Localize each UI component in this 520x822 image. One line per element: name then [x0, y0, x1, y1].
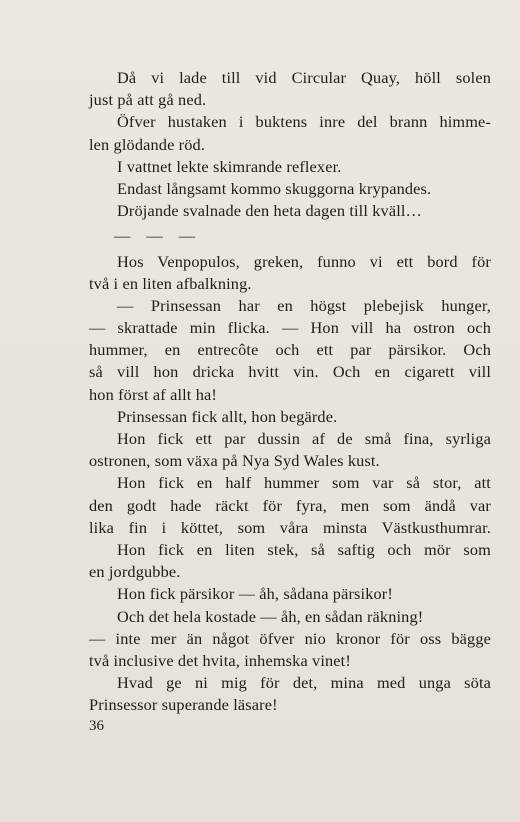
text-line: lika fin i köttet, som våra minsta Västkusthumrar.: [89, 517, 491, 537]
text-line: en jordgubbe.: [89, 562, 181, 582]
text-line: — Prinsessan har en högst plebejisk hunger,: [117, 295, 491, 315]
text-line: Hon fick pärsikor — åh, sådana pärsikor!: [117, 584, 393, 604]
text-line: — inte mer än något öfver nio kronor för oss bägge: [89, 628, 491, 648]
text-line: Prinsessor superande läsare!: [89, 695, 278, 715]
text-line: Hon fick en liten stek, så saftig och mör som: [117, 539, 491, 559]
text-line: Prinsessan fick allt, hon begärde.: [117, 406, 338, 426]
text-line: Endast långsamt kommo skuggorna krypandes.: [117, 178, 432, 198]
text-line: hon först af allt ha!: [89, 384, 217, 404]
text-line: — skrattade min flicka. — Hon vill ha ostron och: [89, 318, 491, 338]
text-line: Öfver hustaken i buktens inre del brann himme-: [117, 112, 491, 132]
text-line: den godt hade räckt för fyra, men som ändå var: [89, 495, 491, 515]
body-text: [89, 67, 491, 716]
text-line: Dröjande svalnade den heta dagen till kväll…: [117, 201, 422, 221]
text-line: I vattnet lekte skimrande reflexer.: [117, 156, 342, 176]
text-line: två inclusive det hvita, inhemska vinet!: [89, 650, 351, 670]
text-line: Hvad ge ni mig för det, mina med unga söta: [117, 673, 491, 693]
text-line: Hos Venpopulos, greken, funno vi ett bord för: [117, 251, 491, 271]
text-line: ostronen, som växa på Nya Syd Wales kust.: [89, 451, 380, 471]
text-line: Hon fick ett par dussin af de små fina, syrliga: [117, 429, 491, 448]
text-line: så vill hon dricka hvitt vin. Och en cigarett vill: [89, 362, 491, 382]
page-number: 36: [89, 718, 104, 734]
text-line: Hon fick en half hummer som var så stor, att: [117, 473, 491, 493]
text-line: två i en liten afbalkning.: [89, 273, 252, 293]
text-line: len glödande röd.: [89, 134, 206, 154]
section-separator: — — —: [114, 226, 201, 246]
text-line: Då vi lade till vid Circular Quay, höll solen: [117, 68, 491, 87]
text-line: Och det hela kostade — åh, en sådan räkning!: [117, 606, 424, 626]
text-line: just på att gå ned.: [89, 90, 207, 110]
text-line: hummer, en entrecôte och ett par pärsikor. Och: [89, 340, 491, 360]
